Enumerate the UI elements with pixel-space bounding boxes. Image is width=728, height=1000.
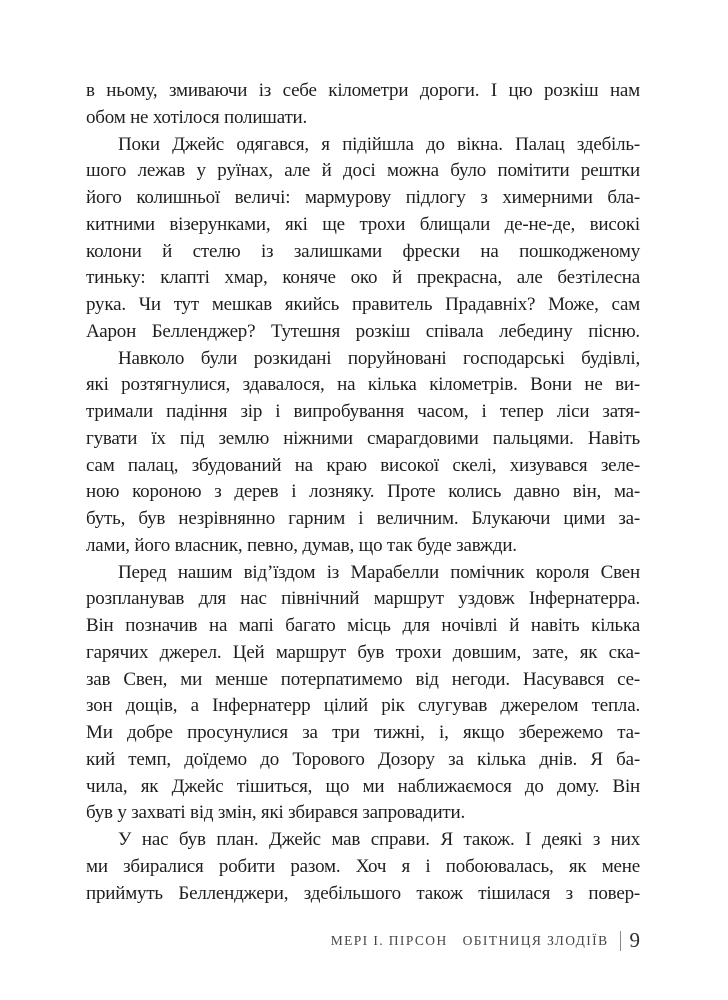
text-line: У нас був план. Джейс мав справи. Я також. І деякі з них: [118, 829, 640, 850]
text-line: чила, як Джейс тішиться, що ми наближаємося до дому. Він: [86, 775, 640, 797]
text-line: сам палац, збудований на краю високої скелі, хизувався зеле-: [86, 454, 640, 476]
text-line: був у захваті від змін, які збирався запровадити.: [86, 802, 466, 824]
text-line: зон дощів, а Інфернатерр цілий рік слугував джерелом тепла.: [86, 695, 640, 717]
text-line: ною короною з дерев і лозняку. Проте колись давно він, ма-: [86, 481, 640, 503]
text-line: обом не хотілося полишати.: [86, 106, 308, 128]
text-line: зав Свен, ми менше потерпатимемо від негоди. Насувався се-: [86, 668, 640, 690]
page-text-block: [86, 78, 640, 907]
text-line: Ми добре просунулися за три тижні, і, якщо збережемо та-: [86, 722, 640, 743]
text-line: розпланував для нас північний маршрут уздовж Інфернатерра.: [86, 588, 640, 610]
text-line: Аарон Белленджер? Тутешня розкіш співала лебедину пісню.: [86, 320, 640, 342]
text-line: Поки Джейс одягався, я підійшла до вікна. Палац здебіль-: [118, 133, 640, 155]
text-line: буть, був незрівнянно гарним і величним. Блукаючи цими за-: [86, 508, 640, 529]
text-line: в ньому, змиваючи із себе кілометри дороги. І цю розкіш нам: [86, 80, 640, 101]
paragraph: [86, 78, 640, 132]
text-line: тримали падіння зір і випробування часом, і тепер ліси затя-: [86, 401, 640, 422]
footer-author-name: МЕРІ І. ПІРСОН: [330, 932, 448, 948]
text-line: гувати їх під землю ніжними смарагдовими пальцями. Навіть: [86, 427, 640, 449]
text-line: його колишньої величі: мармурову підлогу з химерними бла-: [86, 187, 640, 208]
text-line: гарячих джерел. Цей маршрут був трохи довшим, зате, як ска-: [86, 641, 640, 663]
running-footer: [331, 930, 640, 951]
text-line: Навколо були розкидані поруйновані господарські будівлі,: [118, 347, 640, 369]
text-line: які розтягнулися, здавалося, на кілька кілометрів. Вони не ви-: [86, 374, 640, 396]
footer-divider-line: [620, 931, 621, 951]
text-line: ми збиралися робити разом. Хоч я і побоювалась, як мене: [86, 855, 640, 877]
text-line: Перед нашим відʼїздом із Марабелли помічник короля Свен: [118, 561, 640, 583]
page-number: 9: [629, 928, 640, 952]
paragraph: [86, 346, 640, 560]
text-line: рука. Чи тут мешкав якийсь правитель Прадавніх? Може, сам: [86, 294, 640, 315]
text-line: шого лежав у руїнах, але й досі можна було помітити рештки: [86, 160, 640, 182]
text-line: тиньку: клапті хмар, коняче око й прекрасна, але безтілесна: [86, 267, 640, 289]
text-line: китними візерунками, які ще трохи блищали де-не-де, високі: [86, 213, 640, 235]
paragraph: [86, 132, 640, 346]
paragraph: [86, 827, 640, 907]
text-line: колони й стелю із залишками фрески на пошкодженому: [86, 240, 640, 262]
footer-book-title: ОБІТНИЦЯ ЗЛОДІЇВ: [462, 932, 609, 948]
paragraph: [86, 560, 640, 828]
text-line: Він позначив на мапі багато місць для ночівлі й навіть кілька: [86, 615, 640, 636]
text-line: кий темп, доїдемо до Торового Дозору за кілька днів. Я ба-: [86, 748, 640, 770]
text-line: приймуть Белленджери, здебільшого також тішилася з повер-: [86, 882, 640, 904]
text-line: лами, його власник, певно, думав, що так буде завжди.: [86, 534, 517, 556]
